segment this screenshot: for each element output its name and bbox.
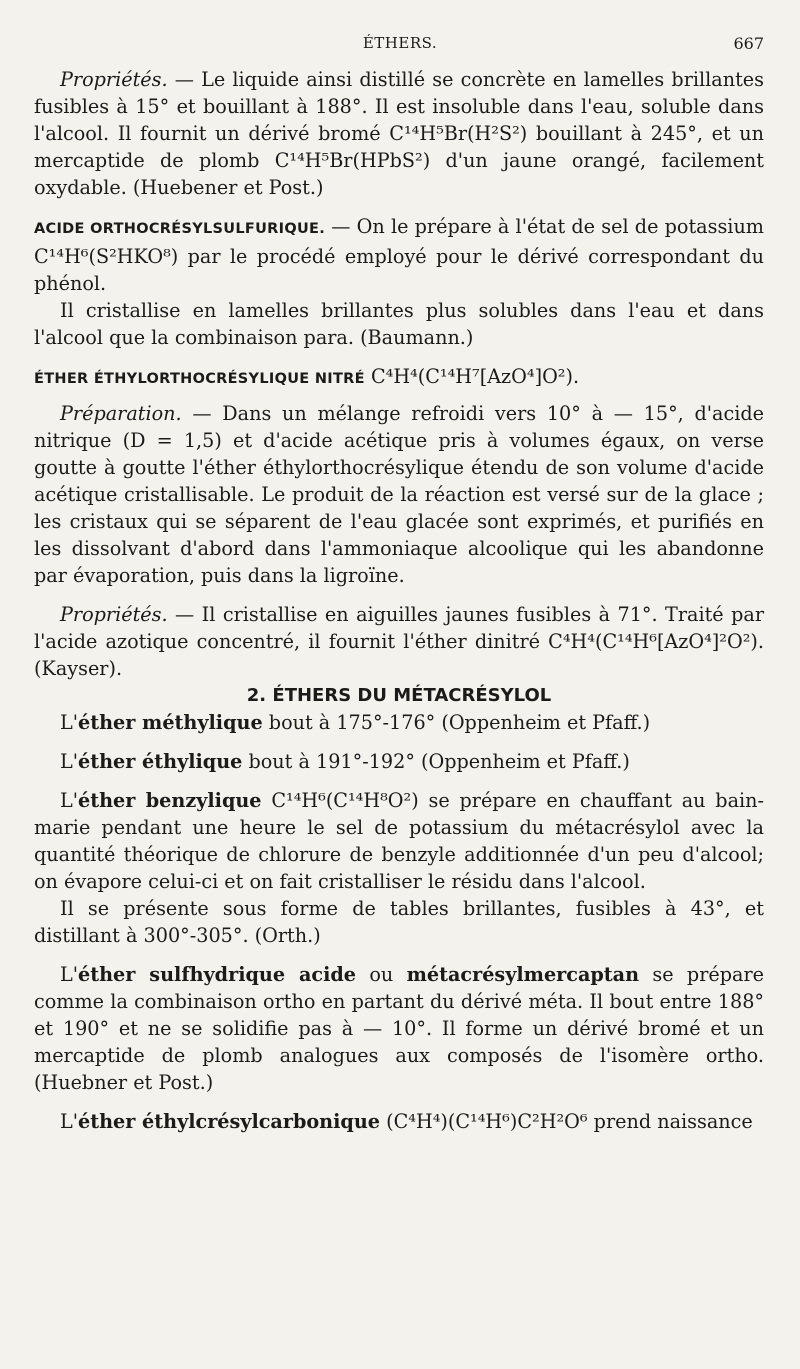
paragraph-text: bout à 191°-192° (Oppenheim et Pfaff.) [242,750,630,773]
paragraph-text: — Il cristallise en aiguilles jaunes fusibles à 71°. Traité par l'acide azotique concentré, il fournit l'éther dinitré C⁴H⁴(C¹⁴H⁶[AzO⁴]²O²). (Kayser). [34,603,764,680]
paragraph-lead: Préparation. [60,402,182,425]
paragraph-properties-2 [34,601,764,682]
paragraph-prefix: L' [60,963,79,986]
paragraph-tables: Il se présente sous forme de tables brillantes, fusibles à 43°, et distillant à 300°-305°. (Orth.) [34,897,764,947]
paragraph-lead: éther éthylcrésylcarbonique [78,1110,381,1133]
paragraph-lead: ACIDE ORTHOCRÉSYLSULFURIQUE. [34,221,326,237]
paragraph-lead: éther benzylique [78,789,262,812]
paragraph-preparation [34,400,764,589]
paragraph-prefix: L' [60,711,79,734]
paragraph-lead: éther sulfhydrique acide [78,963,357,986]
paragraph-lead-2: métacrésylmercaptan [406,963,640,986]
paragraph-text: — Dans un mélange refroidi vers 10° à — 15°, d'acide nitrique (D = 1,5) et d'acide acétique pris à volumes égaux, on verse goutte à goutte l'éther éthylorthocrésylique étendu de son volume d'acide acétique cristallisable. Le produit de la réaction est versé sur de la glace ; les cristaux qui se séparent de l'eau glacée sont exprimés, et purifiés en les dissolvant d'abord dans l'ammoniaque alcoolique qui les abandonne par évaporation, puis dans la ligroïne. [34,402,764,587]
running-head: ÉTHERS. [362,34,438,52]
paragraph-text: — On le prépare à l'état de sel de potassium C¹⁴H⁶(S²HKO⁸) par le procédé employé pour le dérivé correspondant du phénol. [34,215,764,295]
paragraph-ethyl-ether [34,748,764,775]
paragraph-benzyl-ether [34,787,764,895]
paragraph-formula: C⁴H⁴(C¹⁴H⁷[AzO⁴]O²). [364,365,580,388]
paragraph-crystallization: Il cristallise en lamelles brillantes plus solubles dans l'eau et dans l'alcool que la combinaison para. (Baumann.) [34,299,764,349]
paragraph-connector: ou [356,963,407,986]
page-body [34,66,764,1135]
paragraph-properties-1 [34,66,764,201]
paragraph-prefix: L' [60,750,79,773]
paragraph-text: C¹⁴H⁶(C¹⁴H⁸O²) se prépare en chauffant au bain-marie pendant une heure le sel de potassium du métacrésylol avec la quantité théorique de chlorure de benzyle additionnée d'un peu d'alcool; on évapore celui-ci et on fait cristalliser le résidu dans l'alcool. [34,789,765,893]
paragraph-prefix: L' [60,1110,79,1133]
paragraph-text: — Le liquide ainsi distillé se concrète en lamelles brillantes fusibles à 15° et bouillant à 188°. Il est insoluble dans l'eau, soluble dans l'alcool. Il fournit un dérivé bromé C¹⁴H⁵Br(H²S²) bouillant à 245°, et un mercaptide de plomb C¹⁴H⁵Br(HPbS²) d'un jaune orangé, facilement oxydable. (Huebener et Post.) [34,68,764,199]
page-number: 667 [733,34,764,53]
paragraph-lead: ÉTHER ÉTHYLORTHOCRÉSYLIQUE NITRÉ [34,371,365,387]
paragraph-carbonic-ether [34,1108,764,1135]
page-header [0,34,800,58]
paragraph-text: se prépare comme la combinaison ortho en partant du dérivé méta. Il bout entre 188° et 190° et ne se solidifie pas à — 10°. Il forme un dérivé bromé et un mercaptide de plomb analogues aux composés de l'isomère ortho. (Huebner et Post.) [34,963,764,1094]
paragraph-nitrated-ether [34,363,764,393]
paragraph-orthocresylsulfuric-acid [34,213,764,297]
paragraph-sulfhydric-ether [34,961,764,1096]
paragraph-lead: Propriétés. [60,68,168,91]
paragraph-lead: Propriétés. [60,603,168,626]
paragraph-lead: éther éthylique [78,750,243,773]
paragraph-prefix: L' [60,789,79,812]
section-title: 2. ÉTHERS DU MÉTACRÉSYLOL [246,685,552,706]
paragraph-lead: éther méthylique [78,711,263,734]
paragraph-methyl-ether [34,709,764,736]
paragraph-text: (C⁴H⁴)(C¹⁴H⁶)C²H²O⁶ prend naissance [380,1110,753,1133]
paragraph-text: bout à 175°-176° (Oppenheim et Pfaff.) [262,711,651,734]
